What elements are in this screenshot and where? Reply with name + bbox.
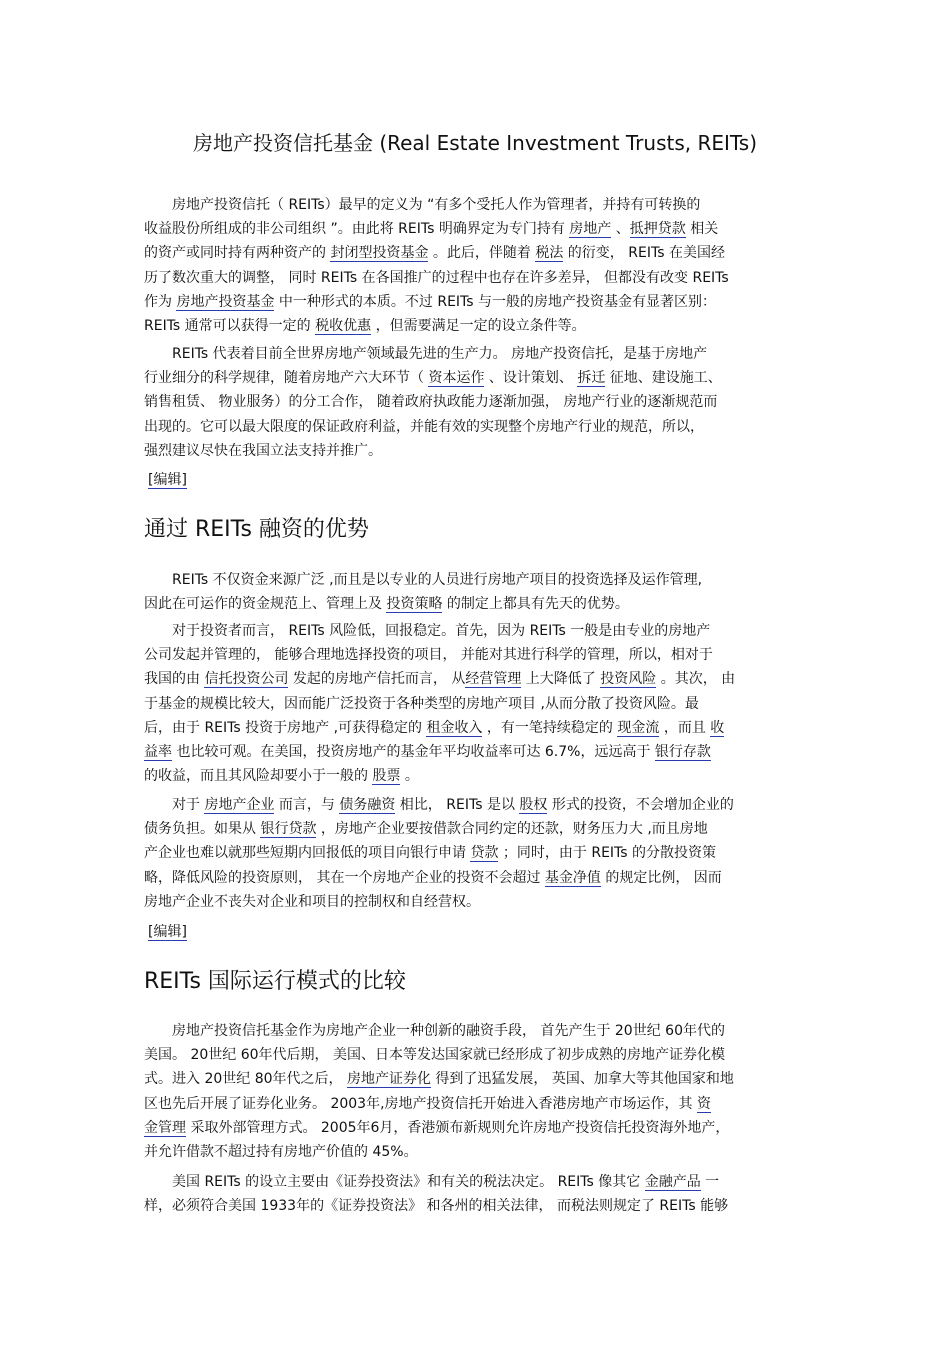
text-run: 、	[611, 221, 630, 238]
text-run: 形式的投资，不会增加企业的	[547, 797, 734, 813]
text-run: 上大降低了	[521, 671, 601, 688]
wiki-link[interactable]: 债务融资	[339, 797, 396, 813]
text-run: 征地、建设施工、	[605, 370, 722, 387]
wiki-link[interactable]: 金管理	[144, 1119, 186, 1136]
text-line	[144, 1067, 808, 1091]
text-line	[144, 619, 808, 643]
wiki-link[interactable]: 贷款	[470, 845, 499, 862]
wiki-link[interactable]: 房地产投资基金	[176, 293, 275, 310]
text-line	[144, 1116, 808, 1140]
text-run: 式。进入 20世纪 80年代之后，	[144, 1071, 347, 1088]
text-run: 房地产投资信托基金作为房地产企业一种创新的融资手段， 首先产生于 20世纪 60年代的	[144, 1023, 725, 1039]
edit-link[interactable]: [编辑]	[148, 924, 187, 940]
text-line	[144, 764, 808, 788]
paragraph	[144, 193, 808, 338]
text-run: ；同时，由于 REITs 的分散投资策	[498, 845, 717, 862]
text-run: 也比较可观。在美国，投资房地产的基金年平均收益率可达 6.7%，远远高于	[172, 743, 655, 760]
text-line	[144, 290, 808, 314]
text-run: ，有一笔持续稳定的	[482, 719, 618, 736]
text-run: 于基金的规模比较大，因而能广泛投资于各种类型的房地产项目 ,从而分散了投资风险。最	[144, 695, 699, 712]
text-line	[144, 692, 808, 716]
text-run: 出现的。它可以最大限度的保证政府利益，并能有效的实现整个房地产行业的规范，所以，	[144, 418, 704, 435]
text-run: 相比， REITs 是以	[395, 797, 520, 813]
text-line	[144, 817, 808, 841]
text-line	[144, 193, 808, 217]
wiki-link[interactable]: 金融产品	[644, 1174, 701, 1190]
wiki-link[interactable]: 房地产企业	[204, 797, 275, 813]
wiki-link[interactable]: 房地产证券化	[346, 1071, 431, 1088]
text-line	[144, 390, 808, 414]
wiki-link[interactable]: 抵押贷款	[629, 221, 686, 238]
text-run: 销售租赁、 物业服务）的分工合作， 随着政府执政能力逐渐加强， 房地产行业的逐渐规范而	[144, 394, 718, 411]
text-run: 对于投资者而言， REITs 风险低，回报稳定。首先，因为 REITs 一般是由专业的房地产	[144, 623, 711, 639]
text-line	[144, 592, 808, 616]
text-line	[144, 366, 808, 390]
document-title: 房地产投资信托基金 (Real Estate Investment Trusts, REITs)	[192, 131, 758, 155]
wiki-link[interactable]: 收	[710, 719, 725, 736]
text-run: ，但需要满足一定的设立条件等。	[371, 317, 586, 334]
text-run: 的制定上都具有先天的优势。	[442, 596, 629, 613]
text-run: 、设计策划、	[484, 370, 578, 387]
wiki-link[interactable]: 投资风险	[600, 671, 657, 688]
paragraph	[144, 1019, 808, 1164]
text-run: 。此后，伴随着	[428, 245, 536, 262]
wiki-link[interactable]: 股票	[372, 768, 401, 785]
wiki-link[interactable]: 银行贷款	[260, 821, 317, 838]
text-run: 历了数次重大的调整， 同时 REITs 在各国推广的过程中也存在许多差异， 但都没有改变 REITs	[144, 269, 729, 286]
text-line	[144, 1170, 808, 1194]
text-line	[144, 266, 808, 290]
text-run: 美国。 20世纪 60年代后期， 美国、日本等发达国家就已经形成了初步成熟的房地产证券化模	[144, 1047, 725, 1064]
text-line	[144, 1140, 808, 1164]
text-run: 采取外部管理方式。 2005年6月，香港颁布新规则允许房地产投资信托投资海外地产，	[186, 1119, 730, 1136]
section-heading: 通过 REITs 融资的优势	[144, 517, 369, 542]
text-line	[144, 716, 808, 740]
text-run: 中一种形式的本质。不过 REITs 与一般的房地产投资基金有显著区别：	[274, 293, 717, 310]
text-line	[144, 342, 808, 366]
text-run: 行业细分的科学规律，随着房地产六大环节（	[144, 370, 429, 387]
text-run: 债务负担。如果从	[144, 821, 261, 838]
text-run: 相关	[685, 221, 719, 238]
text-line	[144, 793, 808, 817]
text-run: ，房地产企业要按借款合同约定的还款，财务压力大 ,而且房地	[316, 821, 708, 838]
wiki-link[interactable]: 经营管理	[465, 671, 522, 688]
text-run: 的资产或同时持有两种资产的	[144, 245, 331, 262]
text-run: 。其次， 由	[656, 671, 736, 688]
text-run: 房地产企业不丧失对企业和项目的控制权和自经营权。	[144, 893, 480, 910]
wiki-link[interactable]: 拆迁	[577, 370, 606, 387]
text-run: 的收益，而且其风险却要小于一般的	[144, 768, 373, 785]
text-line	[144, 314, 808, 338]
text-line	[144, 241, 808, 265]
text-run: 作为	[144, 293, 177, 310]
paragraph	[144, 793, 808, 914]
wiki-link[interactable]: 投资策略	[386, 596, 443, 613]
wiki-link[interactable]: 房地产	[569, 221, 612, 238]
text-line	[144, 866, 808, 890]
text-line	[144, 890, 808, 914]
wiki-link[interactable]: 银行存款	[654, 743, 711, 760]
text-run: 因此在可运作的资金规范上、管理上及	[144, 596, 387, 613]
text-run: ，而且	[659, 719, 711, 736]
text-run: 。	[400, 768, 419, 785]
paragraph	[144, 1170, 808, 1218]
text-run: REITs 代表着目前全世界房地产领域最先进的生产力。 房地产投资信托，是基于房地产	[144, 346, 708, 362]
text-run: 而言，与	[274, 797, 340, 813]
text-run: 一	[700, 1174, 720, 1190]
edit-link-wrapper	[148, 470, 187, 490]
text-line	[144, 568, 808, 592]
text-line	[144, 841, 808, 865]
paragraph	[144, 342, 808, 463]
paragraph	[144, 568, 808, 616]
text-line	[144, 643, 808, 667]
text-line	[144, 1194, 808, 1218]
text-line	[144, 1043, 808, 1067]
text-line	[144, 217, 808, 241]
text-line	[144, 667, 808, 691]
text-line	[144, 415, 808, 439]
wiki-link[interactable]: 资本运作	[428, 370, 485, 387]
wiki-link[interactable]: 税法	[535, 245, 564, 262]
section-heading: REITs 国际运行模式的比较	[144, 969, 406, 994]
text-run: 美国 REITs 的设立主要由《证券投资法》和有关的税法决定。 REITs 像其它	[144, 1174, 645, 1190]
text-run: 产企业也难以就那些短期内回报低的项目向银行申请	[144, 845, 471, 862]
wiki-link[interactable]: 封闭型投资基金	[330, 245, 429, 262]
text-run: REITs 不仅资金来源广泛 ,而且是以专业的人员进行房地产项目的投资选择及运作管理,	[144, 572, 703, 588]
text-line	[144, 1019, 808, 1043]
text-run: 对于	[144, 797, 205, 813]
wiki-link[interactable]: 现金流	[617, 719, 660, 736]
wiki-link[interactable]: 基金净值	[544, 869, 601, 886]
text-run: 发起的房地产信托而言， 从	[288, 671, 466, 688]
text-run: 我国的由	[144, 671, 205, 688]
edit-link-wrapper	[148, 922, 187, 942]
text-run: 的衍变， REITs 在美国经	[563, 245, 725, 262]
edit-link[interactable]: [编辑]	[148, 472, 187, 488]
text-run: REITs 通常可以获得一定的	[144, 317, 316, 334]
text-run: 并允许借款不超过持有房地产价值的 45%。	[144, 1143, 418, 1160]
text-line	[144, 439, 808, 463]
text-run: 的规定比例， 因而	[600, 869, 722, 886]
wiki-link[interactable]: 资	[696, 1095, 711, 1112]
text-run: 略，降低风险的投资原则， 其在一个房地产企业的投资不会超过	[144, 869, 545, 886]
wiki-link[interactable]: 益率	[144, 743, 172, 760]
text-run: 区也先后开展了证券化业务。 2003年,房地产投资信托开始进入香港房地产市场运作，其	[144, 1095, 697, 1112]
wiki-link[interactable]: 股权	[519, 797, 548, 813]
text-run: 房地产投资信托（ REITs）最早的定义为 “有多个受托人作为管理者，并持有可转换的	[144, 197, 701, 213]
wiki-link[interactable]: 信托投资公司	[204, 671, 289, 688]
paragraph	[144, 619, 808, 788]
wiki-link[interactable]: 税收优惠	[315, 317, 372, 334]
text-run: 得到了迅猛发展， 英国、加拿大等其他国家和地	[430, 1071, 734, 1088]
wiki-link[interactable]: 租金收入	[426, 719, 483, 736]
text-run: 公司发起并管理的， 能够合理地选择投资的项目， 并能对其进行科学的管理，所以，相对于	[144, 647, 713, 664]
text-run: 强烈建议尽快在我国立法支持并推广。	[144, 442, 382, 459]
text-line	[144, 1092, 808, 1116]
text-run: 后，由于 REITs 投资于房地产 ,可获得稳定的	[144, 719, 427, 736]
text-run: 收益股份所组成的非公司组织 ”。由此将 REITs 明确界定为专门持有	[144, 221, 570, 238]
text-run: 样，必须符合美国 1933年的《证券投资法》 和各州的相关法律， 而税法则规定了 REITs 能够	[144, 1198, 729, 1215]
text-line	[144, 740, 808, 764]
